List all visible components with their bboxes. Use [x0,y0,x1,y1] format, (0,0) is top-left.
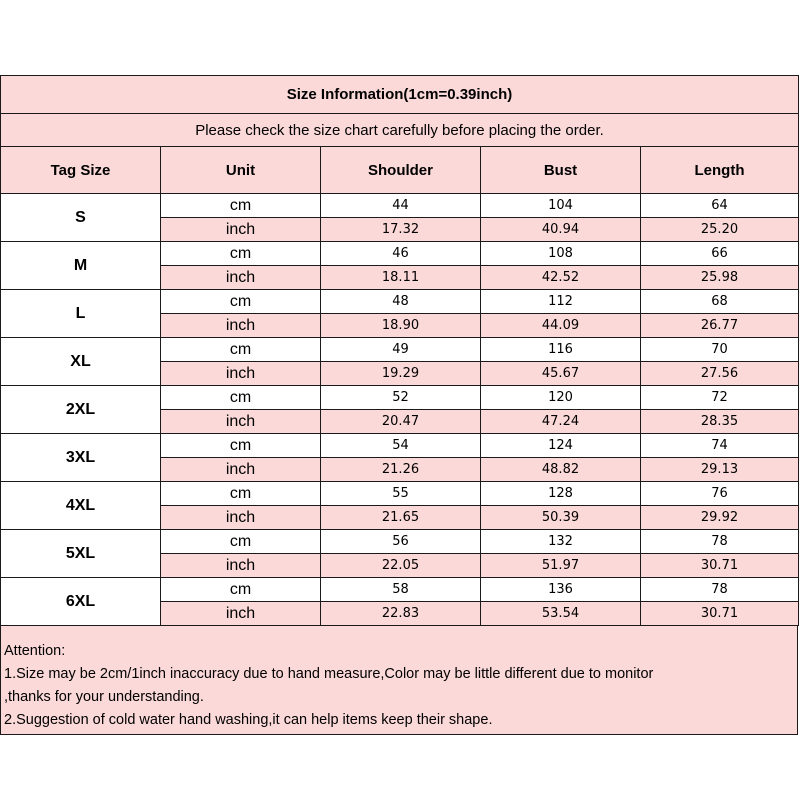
unit-cell: cm [161,242,321,266]
value-cell: 30.71 [641,602,799,626]
value-cell: 42.52 [481,266,641,290]
attention-notes [0,626,798,735]
value-cell: 120 [481,386,641,410]
value-cell: 78 [641,530,799,554]
value-cell: 29.13 [641,458,799,482]
value-cell: 128 [481,482,641,506]
value-cell: 70 [641,338,799,362]
header-unit: Unit [161,147,321,194]
size-table [0,75,799,626]
value-cell: 45.67 [481,362,641,386]
value-cell: 28.35 [641,410,799,434]
value-cell: 74 [641,434,799,458]
value-cell: 112 [481,290,641,314]
tag-size-cell: M [1,242,161,290]
unit-cell: cm [161,482,321,506]
tag-size-cell: L [1,290,161,338]
value-cell: 19.29 [321,362,481,386]
table-row [1,194,799,218]
value-cell: 47.24 [481,410,641,434]
table-row [1,338,799,362]
value-cell: 72 [641,386,799,410]
unit-cell: inch [161,458,321,482]
unit-cell: inch [161,362,321,386]
value-cell: 44 [321,194,481,218]
table-row [1,578,799,602]
header-length: Length [641,147,799,194]
tag-size-cell: 5XL [1,530,161,578]
value-cell: 26.77 [641,314,799,338]
value-cell: 78 [641,578,799,602]
value-cell: 56 [321,530,481,554]
value-cell: 21.65 [321,506,481,530]
unit-cell: cm [161,290,321,314]
table-title: Size Information(1cm=0.39inch) [1,76,799,114]
unit-cell: inch [161,410,321,434]
value-cell: 50.39 [481,506,641,530]
value-cell: 30.71 [641,554,799,578]
unit-cell: cm [161,578,321,602]
unit-cell: inch [161,554,321,578]
tag-size-cell: S [1,194,161,242]
table-row [1,434,799,458]
attention-heading: Attention: [4,643,66,659]
value-cell: 53.54 [481,602,641,626]
unit-cell: cm [161,338,321,362]
value-cell: 51.97 [481,554,641,578]
value-cell: 46 [321,242,481,266]
unit-cell: cm [161,434,321,458]
value-cell: 22.05 [321,554,481,578]
tag-size-cell: 6XL [1,578,161,626]
value-cell: 64 [641,194,799,218]
value-cell: 22.83 [321,602,481,626]
value-cell: 25.98 [641,266,799,290]
value-cell: 136 [481,578,641,602]
value-cell: 18.11 [321,266,481,290]
value-cell: 52 [321,386,481,410]
value-cell: 55 [321,482,481,506]
value-cell: 44.09 [481,314,641,338]
table-row [1,386,799,410]
value-cell: 68 [641,290,799,314]
value-cell: 48 [321,290,481,314]
tag-size-cell: 2XL [1,386,161,434]
header-shoulder: Shoulder [321,147,481,194]
table-row [1,290,799,314]
value-cell: 18.90 [321,314,481,338]
value-cell: 27.56 [641,362,799,386]
tag-size-cell: 3XL [1,434,161,482]
unit-cell: cm [161,530,321,554]
table-subtitle: Please check the size chart carefully before placing the order. [1,114,799,147]
value-cell: 132 [481,530,641,554]
header-tag-size: Tag Size [1,147,161,194]
table-row [1,530,799,554]
unit-cell: inch [161,602,321,626]
tag-size-cell: XL [1,338,161,386]
attention-line-3: 2.Suggestion of cold water hand washing,it can help items keep their shape. [4,712,493,728]
table-row [1,242,799,266]
value-cell: 54 [321,434,481,458]
value-cell: 29.92 [641,506,799,530]
value-cell: 48.82 [481,458,641,482]
unit-cell: inch [161,218,321,242]
value-cell: 66 [641,242,799,266]
value-cell: 108 [481,242,641,266]
unit-cell: inch [161,266,321,290]
value-cell: 20.47 [321,410,481,434]
value-cell: 21.26 [321,458,481,482]
table-row [1,482,799,506]
unit-cell: cm [161,194,321,218]
unit-cell: inch [161,506,321,530]
unit-cell: inch [161,314,321,338]
unit-cell: cm [161,386,321,410]
attention-line-2: ,thanks for your understanding. [4,689,204,705]
tag-size-cell: 4XL [1,482,161,530]
attention-line-1: 1.Size may be 2cm/1inch inaccuracy due to hand measure,Color may be little different due to monitor [4,666,654,682]
size-chart [0,75,798,735]
value-cell: 116 [481,338,641,362]
value-cell: 25.20 [641,218,799,242]
value-cell: 124 [481,434,641,458]
value-cell: 58 [321,578,481,602]
header-bust: Bust [481,147,641,194]
value-cell: 76 [641,482,799,506]
value-cell: 49 [321,338,481,362]
value-cell: 104 [481,194,641,218]
value-cell: 17.32 [321,218,481,242]
value-cell: 40.94 [481,218,641,242]
